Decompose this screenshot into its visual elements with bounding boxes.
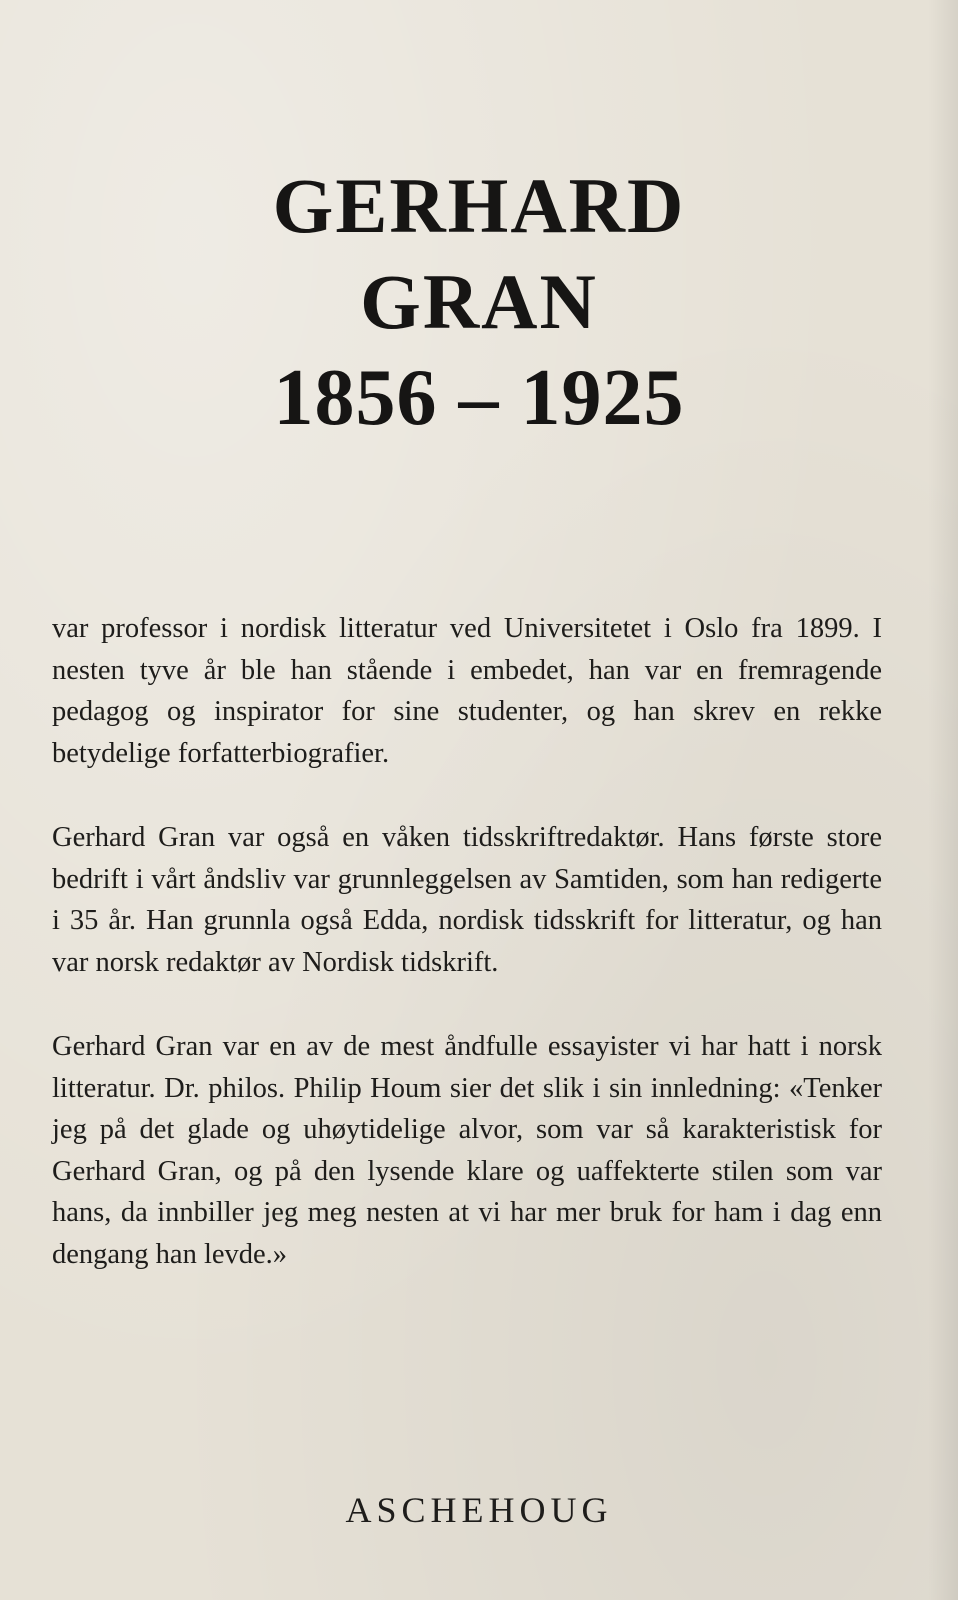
title-block [0,158,958,446]
biography-paragraph: Gerhard Gran var også en våken tidsskriftredaktør. Hans første store bedrift i vårt åndsliv var grunnleggelsen av Samtiden, som han redigerte i 35 år. Han grunnla også Edda, nordisk tidsskrift for litteratur, og han var norsk redaktør av Nordisk tidskrift. [52,822,882,978]
author-last-name: GRAN [360,258,598,345]
author-first-name: GERHARD [272,162,686,249]
biography-paragraph: Gerhard Gran var en av de mest åndfulle essayister vi har hatt i norsk litteratur. Dr. philos. Philip Houm sier det slik i sin innledning: «Tenker jeg på det glade og uhøytidelige alvor, som var så karakteristisk for Gerhard Gran, og på den lysende klare og uaffekterte stilen som var hans, da innbiller jeg meg nesten at vi har mer bruk for ham i dag enn dengang han levde.» [52,1031,882,1270]
publisher-name: ASCHEHOUG [345,1490,613,1530]
biography-paragraph: var professor i nordisk litteratur ved Universitetet i Oslo fra 1899. I nesten tyve år ble han stående i embedet, han var en fremragende pedagog og inspirator for sine studenter, og han skrev en rekke betydelige forfatterbiografier. [52,613,882,769]
biography-text [52,608,882,1318]
author-life-years: 1856 – 1925 [273,354,685,442]
